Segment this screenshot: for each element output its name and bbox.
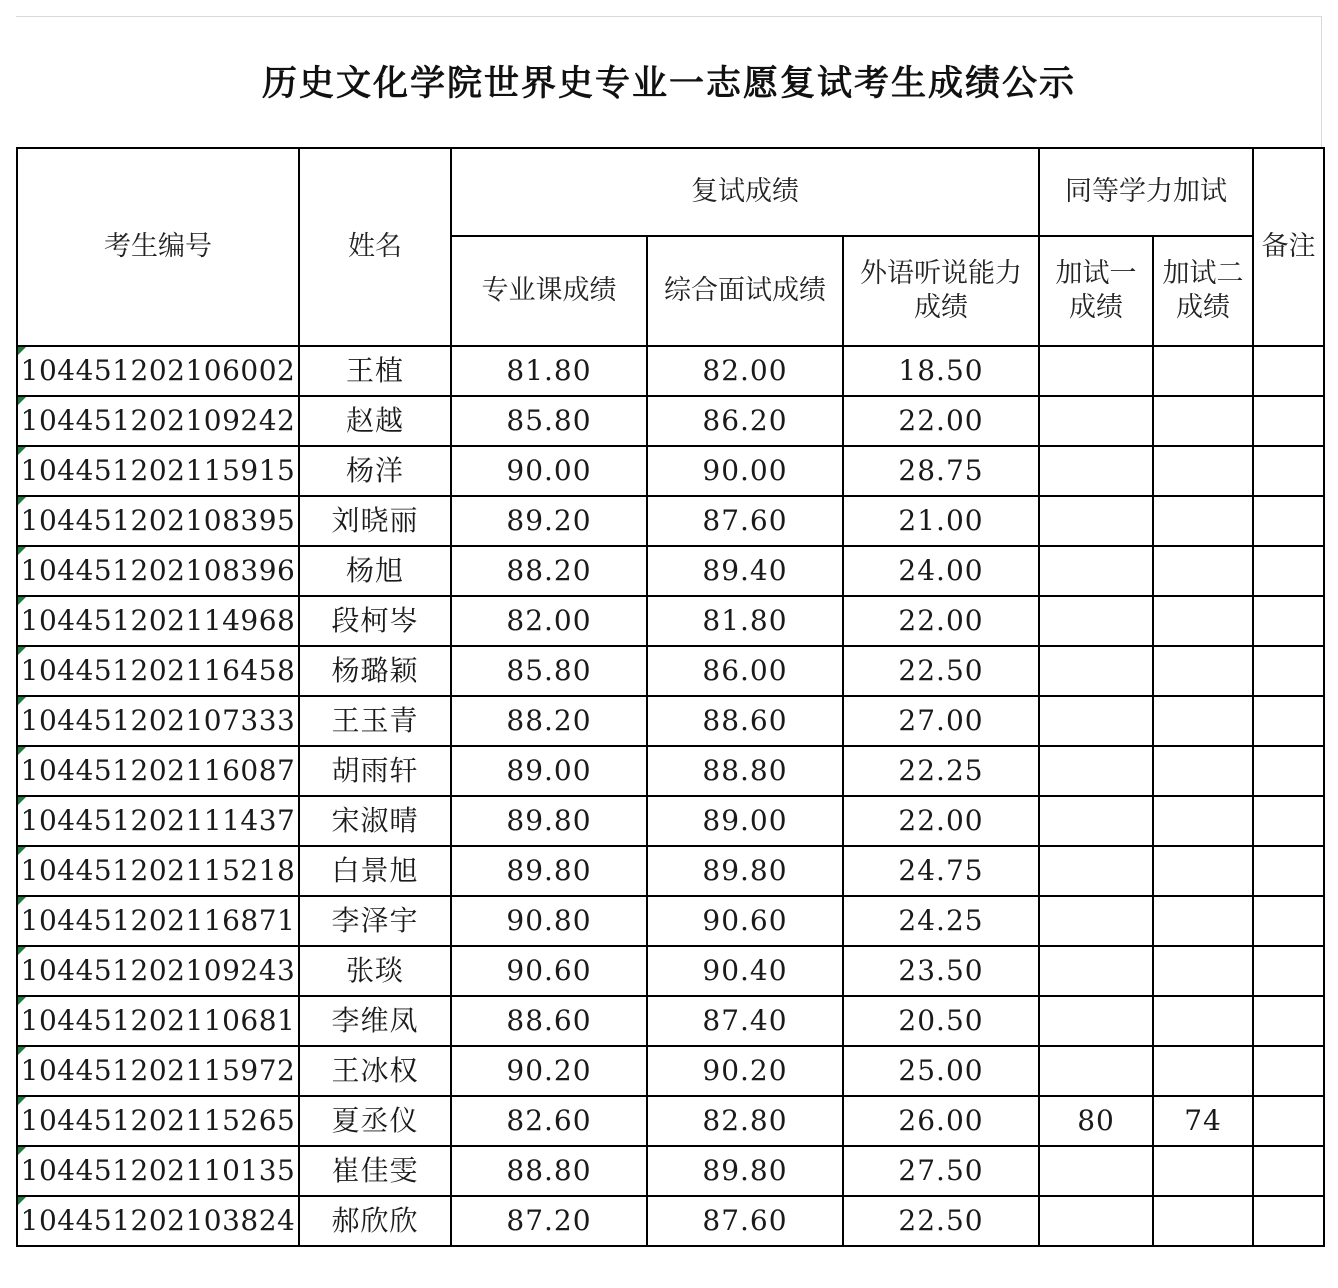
exam-id-cell[interactable] <box>17 996 299 1046</box>
cell-indicator-icon <box>18 1147 26 1155</box>
language-score-cell[interactable]: 22.25 <box>843 746 1039 796</box>
cell-indicator-icon <box>18 447 26 455</box>
exam-id-text: 104451202111437 <box>20 804 296 837</box>
major-score-cell[interactable]: 88.80 <box>451 1146 647 1196</box>
cell-indicator-icon <box>18 1097 26 1105</box>
exam-id-cell[interactable] <box>17 1146 299 1196</box>
remark-cell[interactable] <box>1253 1046 1324 1096</box>
header-extra-1-line1: 加试一 <box>1055 258 1137 289</box>
extra2-score-cell[interactable] <box>1153 996 1253 1046</box>
extra1-score-cell[interactable] <box>1039 746 1153 796</box>
interview-score-cell[interactable]: 90.60 <box>647 896 843 946</box>
interview-score-cell[interactable]: 90.00 <box>647 446 843 496</box>
interview-score-cell[interactable]: 87.40 <box>647 996 843 1046</box>
language-score-cell[interactable]: 22.00 <box>843 596 1039 646</box>
language-score-cell[interactable]: 22.50 <box>843 1196 1039 1246</box>
cell-indicator-icon <box>18 497 26 505</box>
name-cell[interactable]: 杨旭 <box>299 546 451 596</box>
extra2-score-cell[interactable] <box>1153 546 1253 596</box>
remark-cell[interactable] <box>1253 796 1324 846</box>
extra2-score-cell[interactable] <box>1153 696 1253 746</box>
language-score-cell[interactable]: 22.00 <box>843 396 1039 446</box>
exam-id-cell[interactable] <box>17 896 299 946</box>
name-cell[interactable]: 杨洋 <box>299 446 451 496</box>
exam-id-text: 104451202110681 <box>20 1004 296 1037</box>
extra1-score-cell[interactable] <box>1039 496 1153 546</box>
exam-id-text: 104451202115972 <box>20 1054 296 1087</box>
exam-id-text: 104451202116871 <box>20 904 296 937</box>
interview-score-cell[interactable]: 88.80 <box>647 746 843 796</box>
interview-score-cell[interactable]: 86.00 <box>647 646 843 696</box>
major-score-cell[interactable]: 90.80 <box>451 896 647 946</box>
name-cell[interactable]: 李维凤 <box>299 996 451 1046</box>
table-row <box>17 546 1324 596</box>
extra2-score-cell[interactable] <box>1153 596 1253 646</box>
extra1-score-cell[interactable] <box>1039 546 1153 596</box>
name-cell[interactable]: 夏丞仪 <box>299 1096 451 1146</box>
extra2-score-cell[interactable] <box>1153 896 1253 946</box>
extra1-score-cell[interactable] <box>1039 396 1153 446</box>
table-row <box>17 596 1324 646</box>
cell-indicator-icon <box>18 347 26 355</box>
language-score-cell[interactable]: 28.75 <box>843 446 1039 496</box>
header-major-course <box>451 236 647 346</box>
extra2-score-cell[interactable] <box>1153 1046 1253 1096</box>
major-score-cell[interactable]: 81.80 <box>451 346 647 396</box>
extra1-score-cell[interactable] <box>1039 646 1153 696</box>
extra1-score-cell[interactable] <box>1039 446 1153 496</box>
exam-id-cell[interactable] <box>17 1096 299 1146</box>
cell-indicator-icon <box>18 847 26 855</box>
interview-score-cell[interactable]: 88.60 <box>647 696 843 746</box>
exam-id-cell[interactable] <box>17 446 299 496</box>
major-score-cell[interactable]: 89.80 <box>451 796 647 846</box>
score-table <box>16 147 1325 1247</box>
table-row <box>17 646 1324 696</box>
name-cell[interactable]: 宋淑晴 <box>299 796 451 846</box>
exam-id-cell[interactable] <box>17 396 299 446</box>
extra1-score-cell[interactable] <box>1039 596 1153 646</box>
remark-cell[interactable] <box>1253 746 1324 796</box>
header-remarks: 备注 <box>1253 148 1324 346</box>
exam-id-cell[interactable] <box>17 696 299 746</box>
header-extra-1 <box>1039 236 1153 346</box>
remark-cell[interactable] <box>1253 1096 1324 1146</box>
remark-cell[interactable] <box>1253 596 1324 646</box>
interview-score-cell[interactable]: 87.60 <box>647 1196 843 1246</box>
remark-cell[interactable] <box>1253 896 1324 946</box>
extra1-score-cell[interactable] <box>1039 346 1153 396</box>
exam-id-cell[interactable] <box>17 746 299 796</box>
exam-id-cell[interactable] <box>17 846 299 896</box>
extra2-score-cell[interactable]: 74 <box>1153 1096 1253 1146</box>
name-cell[interactable]: 刘晓丽 <box>299 496 451 546</box>
cell-indicator-icon <box>18 1197 26 1205</box>
header-foreign-language-line1: 外语听说能力 <box>860 258 1023 289</box>
table-row <box>17 346 1324 396</box>
extra2-score-cell[interactable] <box>1153 646 1253 696</box>
header-extra-2 <box>1153 236 1253 346</box>
remark-cell[interactable] <box>1253 1146 1324 1196</box>
remark-cell[interactable] <box>1253 496 1324 546</box>
name-cell[interactable]: 段柯岑 <box>299 596 451 646</box>
remark-cell[interactable] <box>1253 996 1324 1046</box>
language-score-cell[interactable]: 26.00 <box>843 1096 1039 1146</box>
header-equivalent-extra: 同等学力加试 <box>1039 148 1253 236</box>
remark-cell[interactable] <box>1253 396 1324 446</box>
table-row <box>17 1146 1324 1196</box>
table-row <box>17 846 1324 896</box>
name-cell[interactable]: 白景旭 <box>299 846 451 896</box>
exam-id-text: 104451202115218 <box>20 854 296 887</box>
interview-score-cell[interactable]: 86.20 <box>647 396 843 446</box>
table-row <box>17 396 1324 446</box>
extra1-score-cell[interactable] <box>1039 946 1153 996</box>
name-cell[interactable]: 王植 <box>299 346 451 396</box>
language-score-cell[interactable]: 20.50 <box>843 996 1039 1046</box>
page-title: 历史文化学院世界史专业一志愿复试考生成绩公示 <box>261 64 1076 104</box>
extra1-score-cell[interactable] <box>1039 896 1153 946</box>
language-score-cell[interactable]: 24.75 <box>843 846 1039 896</box>
major-score-cell[interactable]: 87.20 <box>451 1196 647 1246</box>
interview-score-cell[interactable]: 89.80 <box>647 1146 843 1196</box>
interview-score-cell[interactable]: 90.20 <box>647 1046 843 1096</box>
major-score-cell[interactable]: 82.60 <box>451 1096 647 1146</box>
cell-indicator-icon <box>18 647 26 655</box>
cell-indicator-icon <box>18 997 26 1005</box>
extra2-score-cell[interactable] <box>1153 946 1253 996</box>
cell-indicator-icon <box>18 697 26 705</box>
name-cell[interactable]: 张琰 <box>299 946 451 996</box>
major-score-cell[interactable]: 82.00 <box>451 596 647 646</box>
remark-cell[interactable] <box>1253 946 1324 996</box>
name-cell[interactable]: 胡雨轩 <box>299 746 451 796</box>
extra2-score-cell[interactable] <box>1153 1146 1253 1196</box>
table-row <box>17 696 1324 746</box>
exam-id-text: 104451202109242 <box>20 404 296 437</box>
major-score-cell[interactable]: 90.20 <box>451 1046 647 1096</box>
remark-cell[interactable] <box>1253 346 1324 396</box>
exam-id-cell[interactable] <box>17 1046 299 1096</box>
language-score-cell[interactable]: 24.25 <box>843 896 1039 946</box>
name-cell[interactable]: 崔佳雯 <box>299 1146 451 1196</box>
page-top-border <box>16 16 1322 17</box>
language-score-cell[interactable]: 27.00 <box>843 696 1039 746</box>
header-extra-1-line2: 成绩 <box>1069 292 1124 323</box>
header-exam-id: 考生编号 <box>17 148 299 346</box>
name-cell[interactable]: 杨璐颖 <box>299 646 451 696</box>
exam-id-text: 104451202116458 <box>20 654 296 687</box>
table-row <box>17 1196 1324 1246</box>
header-interview <box>647 236 843 346</box>
remark-cell[interactable] <box>1253 446 1324 496</box>
extra1-score-cell[interactable]: 80 <box>1039 1096 1153 1146</box>
exam-id-text: 104451202107333 <box>20 704 296 737</box>
interview-score-cell[interactable]: 89.40 <box>647 546 843 596</box>
exam-id-text: 104451202109243 <box>20 954 296 987</box>
language-score-cell[interactable]: 21.00 <box>843 496 1039 546</box>
interview-score-cell[interactable]: 82.80 <box>647 1096 843 1146</box>
header-retest-scores: 复试成绩 <box>451 148 1039 236</box>
exam-id-text: 104451202110135 <box>20 1154 296 1187</box>
interview-score-cell[interactable]: 82.00 <box>647 346 843 396</box>
table-row <box>17 1096 1324 1146</box>
extra1-score-cell[interactable] <box>1039 1196 1153 1246</box>
major-score-cell[interactable]: 88.20 <box>451 696 647 746</box>
table-row <box>17 796 1324 846</box>
exam-id-cell[interactable] <box>17 496 299 546</box>
table-row <box>17 746 1324 796</box>
major-score-cell[interactable]: 90.60 <box>451 946 647 996</box>
interview-score-cell[interactable]: 90.40 <box>647 946 843 996</box>
table-row <box>17 996 1324 1046</box>
extra2-score-cell[interactable] <box>1153 446 1253 496</box>
exam-id-cell[interactable] <box>17 546 299 596</box>
language-score-cell[interactable]: 23.50 <box>843 946 1039 996</box>
table-row <box>17 446 1324 496</box>
exam-id-text: 104451202115265 <box>20 1104 296 1137</box>
table-row <box>17 946 1324 996</box>
extra2-score-cell[interactable] <box>1153 496 1253 546</box>
header-extra-2-line1: 加试二 <box>1162 258 1244 289</box>
interview-score-cell[interactable]: 81.80 <box>647 596 843 646</box>
extra2-score-cell[interactable] <box>1153 346 1253 396</box>
major-score-cell[interactable]: 85.80 <box>451 396 647 446</box>
header-major-course-text: 专业课成绩 <box>481 275 617 306</box>
extra1-score-cell[interactable] <box>1039 1046 1153 1096</box>
cell-indicator-icon <box>18 397 26 405</box>
extra2-score-cell[interactable] <box>1153 746 1253 796</box>
major-score-cell[interactable]: 88.60 <box>451 996 647 1046</box>
extra1-score-cell[interactable] <box>1039 696 1153 746</box>
table-row <box>17 896 1324 946</box>
extra2-score-cell[interactable] <box>1153 396 1253 446</box>
extra1-score-cell[interactable] <box>1039 1146 1153 1196</box>
header-extra-2-line2: 成绩 <box>1176 292 1231 323</box>
interview-score-cell[interactable]: 89.00 <box>647 796 843 846</box>
cell-indicator-icon <box>18 747 26 755</box>
name-cell[interactable]: 李泽宇 <box>299 896 451 946</box>
language-score-cell[interactable]: 22.00 <box>843 796 1039 846</box>
cell-indicator-icon <box>18 1047 26 1055</box>
exam-id-cell[interactable] <box>17 346 299 396</box>
header-foreign-language-line2: 成绩 <box>914 292 969 323</box>
extra2-score-cell[interactable] <box>1153 796 1253 846</box>
cell-indicator-icon <box>18 897 26 905</box>
exam-id-text: 104451202116087 <box>20 754 296 787</box>
table-row <box>17 1046 1324 1096</box>
exam-id-cell[interactable] <box>17 1196 299 1246</box>
language-score-cell[interactable]: 25.00 <box>843 1046 1039 1096</box>
name-cell[interactable]: 赵越 <box>299 396 451 446</box>
cell-indicator-icon <box>18 597 26 605</box>
major-score-cell[interactable]: 89.80 <box>451 846 647 896</box>
language-score-cell[interactable]: 27.50 <box>843 1146 1039 1196</box>
cell-indicator-icon <box>18 947 26 955</box>
extra2-score-cell[interactable] <box>1153 846 1253 896</box>
table-row <box>17 496 1324 546</box>
remark-cell[interactable] <box>1253 546 1324 596</box>
remark-cell[interactable] <box>1253 846 1324 896</box>
remark-cell[interactable] <box>1253 646 1324 696</box>
name-cell[interactable]: 王玉青 <box>299 696 451 746</box>
remark-cell[interactable] <box>1253 1196 1324 1246</box>
exam-id-cell[interactable] <box>17 646 299 696</box>
extra1-score-cell[interactable] <box>1039 796 1153 846</box>
major-score-cell[interactable]: 90.00 <box>451 446 647 496</box>
exam-id-text: 104451202103824 <box>20 1204 296 1237</box>
major-score-cell[interactable]: 89.20 <box>451 496 647 546</box>
extra1-score-cell[interactable] <box>1039 846 1153 896</box>
cell-indicator-icon <box>18 797 26 805</box>
header-foreign-language <box>843 236 1039 346</box>
exam-id-text: 104451202114968 <box>20 604 296 637</box>
exam-id-text: 104451202115915 <box>20 454 296 487</box>
language-score-cell[interactable]: 24.00 <box>843 546 1039 596</box>
interview-score-cell[interactable]: 89.80 <box>647 846 843 896</box>
exam-id-text: 104451202108395 <box>20 504 296 537</box>
major-score-cell[interactable]: 85.80 <box>451 646 647 696</box>
name-cell[interactable]: 郝欣欣 <box>299 1196 451 1246</box>
extra2-score-cell[interactable] <box>1153 1196 1253 1246</box>
remark-cell[interactable] <box>1253 696 1324 746</box>
header-interview-text: 综合面试成绩 <box>664 275 826 306</box>
extra1-score-cell[interactable] <box>1039 996 1153 1046</box>
language-score-cell[interactable]: 22.50 <box>843 646 1039 696</box>
name-cell[interactable]: 王冰权 <box>299 1046 451 1096</box>
exam-id-cell[interactable] <box>17 946 299 996</box>
major-score-cell[interactable]: 88.20 <box>451 546 647 596</box>
language-score-cell[interactable]: 18.50 <box>843 346 1039 396</box>
exam-id-cell[interactable] <box>17 796 299 846</box>
cell-indicator-icon <box>18 547 26 555</box>
interview-score-cell[interactable]: 87.60 <box>647 496 843 546</box>
header-name: 姓名 <box>299 148 451 346</box>
exam-id-cell[interactable] <box>17 596 299 646</box>
major-score-cell[interactable]: 89.00 <box>451 746 647 796</box>
exam-id-text: 104451202108396 <box>20 554 296 587</box>
exam-id-text: 104451202106002 <box>20 354 296 387</box>
